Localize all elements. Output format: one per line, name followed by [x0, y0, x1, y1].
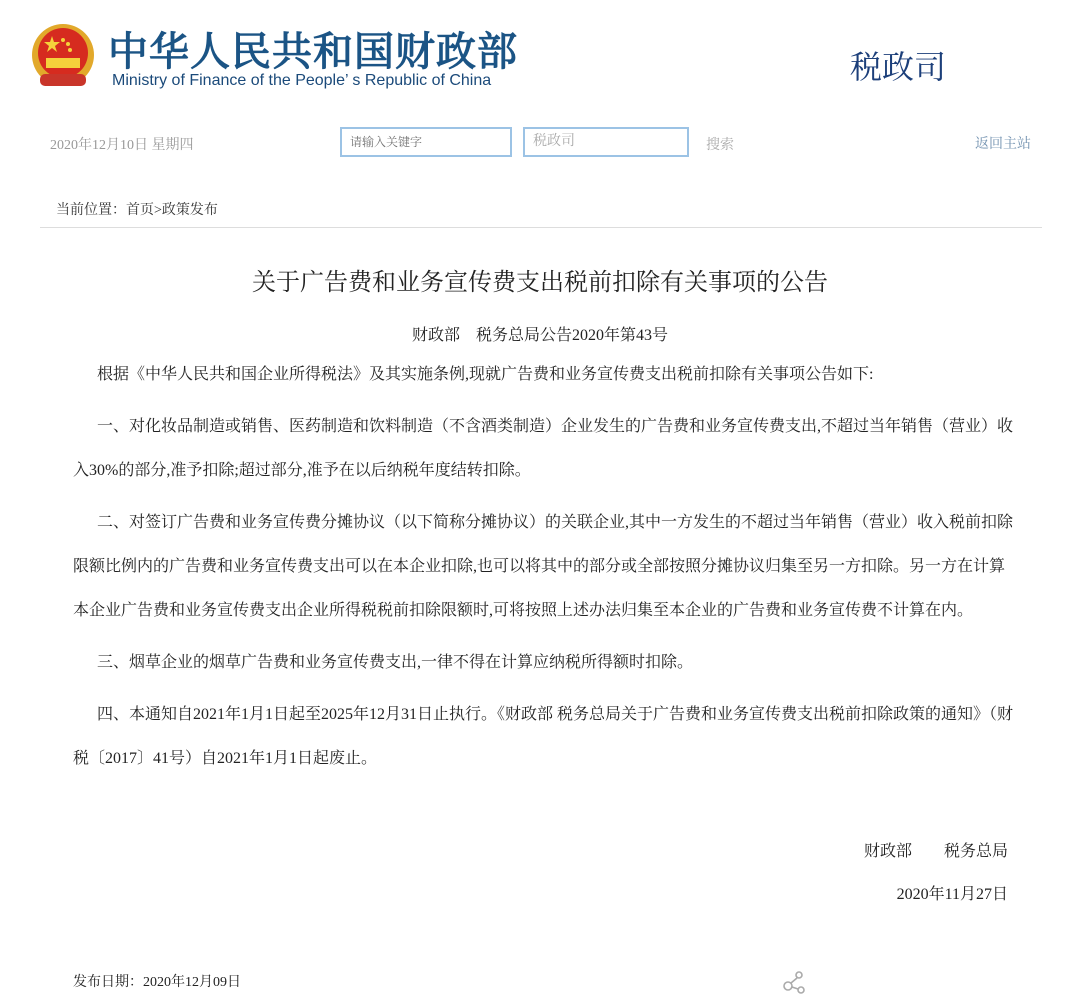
- publish-date: 发布日期：2020年12月09日: [73, 975, 241, 990]
- search-scope-select[interactable]: 税政司: [523, 127, 689, 157]
- paragraph: 三、烟草企业的烟草广告费和业务宣传费支出,一律不得在计算应纳税所得额时扣除。: [97, 654, 694, 671]
- signer: 税务总局: [943, 843, 1008, 860]
- department-title: 税政司: [850, 49, 947, 85]
- paragraph: 一、对化妆品制造或销售、医药制造和饮料制造（不含酒类制造）企业发生的广告费和业务宣传费支出,不超过当年销售（营业）收入30%的部分,准予扣除;超过部分,准予在以后纳税年度结转扣除。: [73, 418, 1014, 479]
- current-date: 2020年12月10日 星期四: [50, 138, 194, 153]
- signer: 财政部: [863, 843, 912, 860]
- document-number: 财政部 税务总局公告2020年第43号: [411, 327, 668, 344]
- keyword-search-input[interactable]: [340, 127, 512, 157]
- site-title-en: Ministry of Finance of the People’ s Republic of China: [112, 72, 492, 89]
- site-title-cn: 中华人民共和国财政部: [108, 29, 518, 75]
- article-title: 关于广告费和业务宣传费支出税前扣除有关事项的公告: [252, 270, 828, 296]
- divider: [40, 227, 1042, 228]
- paragraph: 二、对签订广告费和业务宣传费分摊协议（以下简称分摊协议）的关联企业,其中一方发生的不超过当年销售（营业）收入税前扣除限额比例内的广告费和业务宣传费支出可以在本企业扣除,也可以将其中的部分或全部按照分摊协议归集至另一方扣除。另一方在计算本企业广告费和业务宣传费支出企业所得税税前扣除限额时,可将按照上述办法归集至本企业的广告费和业务宣传费不计算在内。: [73, 514, 1014, 619]
- signers: [864, 838, 1008, 861]
- article-body: [73, 353, 1013, 789]
- paragraph: 根据《中华人民共和国企业所得税法》及其实施条例,现就广告费和业务宣传费支出税前扣除有关事项公告如下:: [97, 366, 874, 383]
- share-icon[interactable]: [782, 970, 806, 996]
- breadcrumb[interactable]: 当前位置：首页>政策发布: [56, 203, 218, 218]
- national-emblem-icon: [30, 22, 96, 92]
- return-home-link[interactable]: 返回主站: [975, 137, 1031, 152]
- search-button[interactable]: 搜索: [706, 138, 734, 153]
- sign-date: 2020年11月27日: [896, 886, 1008, 903]
- paragraph: 四、本通知自2021年1月1日起至2025年12月31日止执行。《财政部 税务总局关于广告费和业务宣传费支出税前扣除政策的通知》（财税〔2017〕41号）自2021年1月1日起废止。: [73, 706, 1014, 767]
